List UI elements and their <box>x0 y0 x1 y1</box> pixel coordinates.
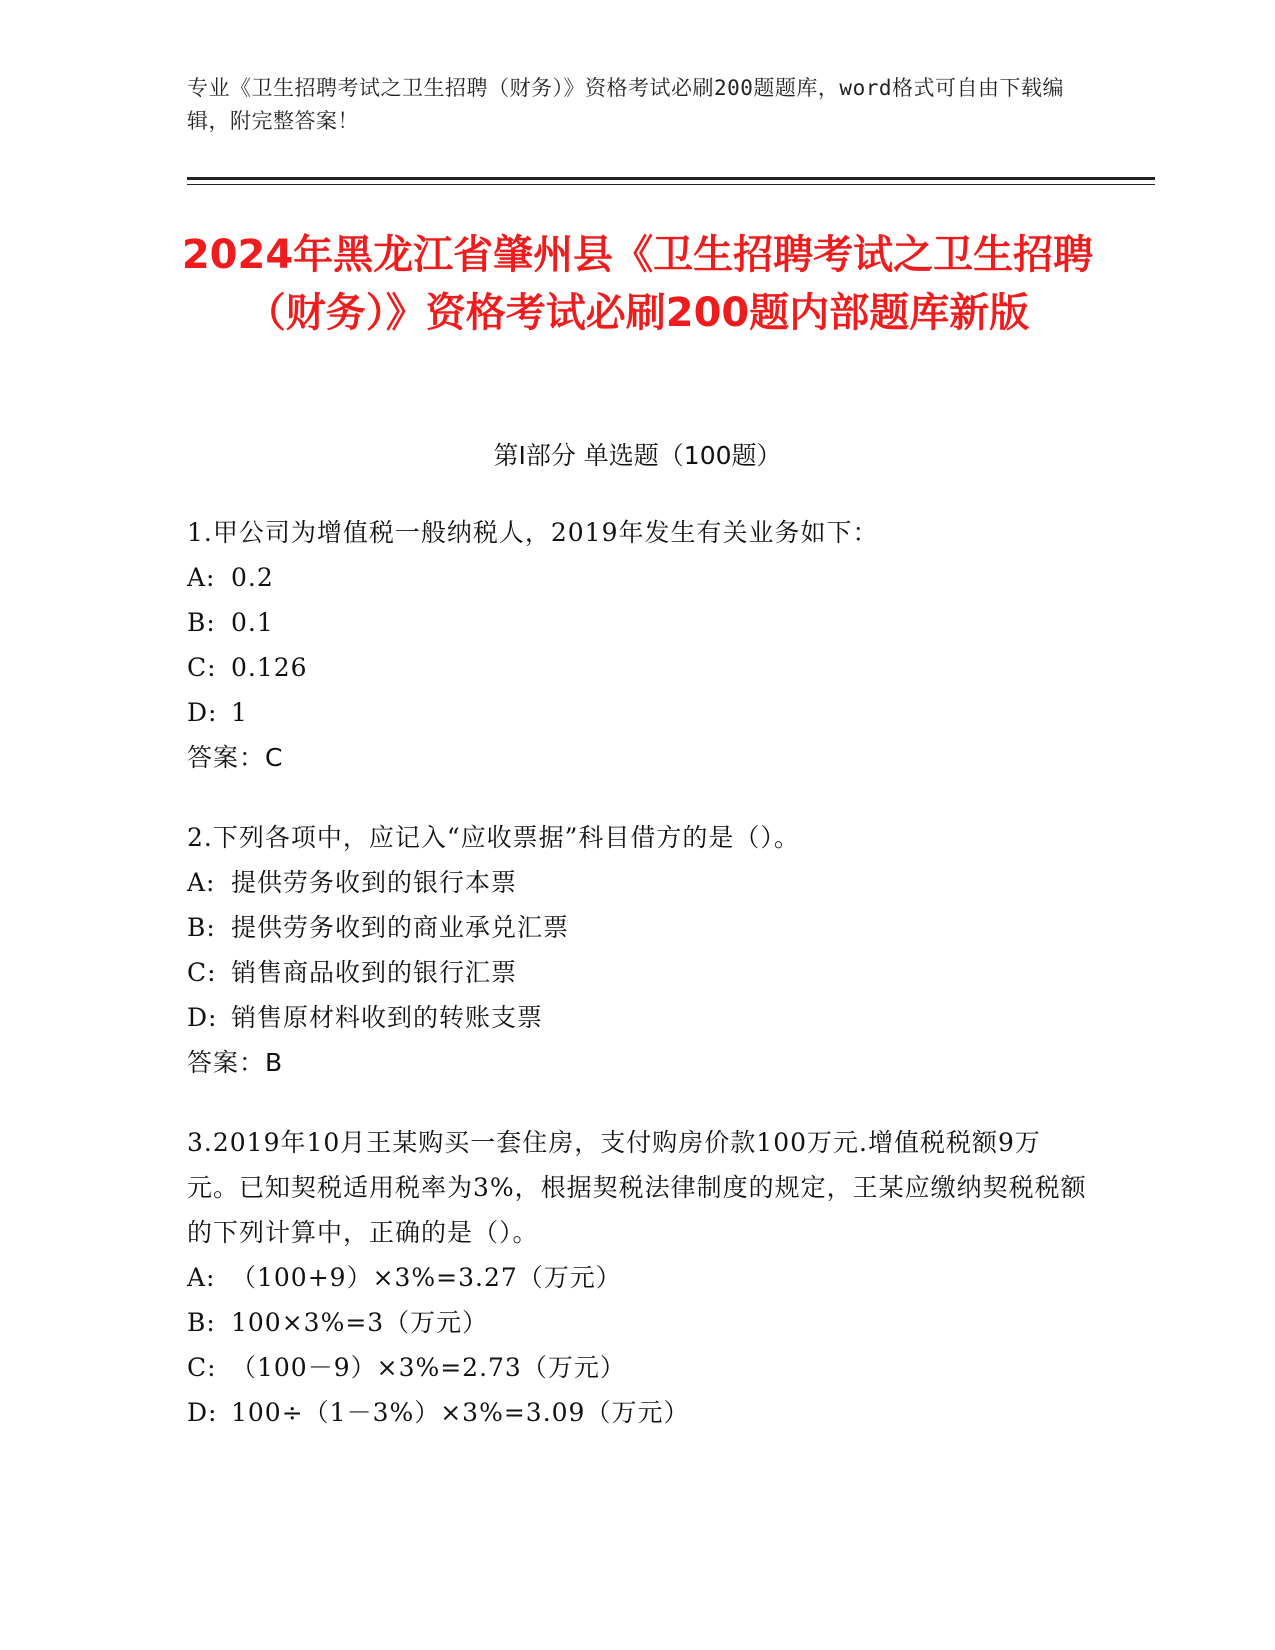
option-label: B: <box>187 1308 216 1337</box>
option-c <box>187 645 1087 690</box>
option-text: 提供劳务收到的商业承兑汇票 <box>231 913 570 942</box>
option-label: C: <box>187 1353 217 1382</box>
question-3 <box>187 1120 1087 1435</box>
header-divider-thin <box>187 184 1155 185</box>
option-a <box>187 860 1087 905</box>
question-stem: 2.下列各项中，应记入“应收票据”科目借方的是（）。 <box>187 823 800 852</box>
option-d <box>187 995 1087 1040</box>
question-stem: 1.甲公司为增值税一般纳税人，2019年发生有关业务如下： <box>187 518 879 547</box>
option-text: 销售商品收到的银行汇票 <box>231 958 518 987</box>
option-text: 1 <box>231 698 248 727</box>
option-label: A: <box>187 1263 216 1292</box>
option-a <box>187 1255 1087 1300</box>
section-title: 第I部分 单选题（100题） <box>493 441 782 470</box>
option-d <box>187 1390 1087 1435</box>
question-1 <box>187 510 1087 780</box>
option-label: C: <box>187 653 217 682</box>
option-label: A: <box>187 563 216 592</box>
answer: 答案：B <box>187 1048 284 1077</box>
option-label: C: <box>187 958 217 987</box>
option-c <box>187 950 1087 995</box>
option-text: 0.126 <box>231 653 308 682</box>
option-text: （100－9）×3%=2.73（万元） <box>231 1353 626 1382</box>
option-d <box>187 690 1087 735</box>
option-text: 0.1 <box>231 608 274 637</box>
option-a <box>187 555 1087 600</box>
option-label: B: <box>187 913 216 942</box>
question-2 <box>187 815 1087 1085</box>
option-c <box>187 1345 1087 1390</box>
option-b <box>187 600 1087 645</box>
option-label: B: <box>187 608 216 637</box>
option-label: D: <box>187 1003 218 1032</box>
option-text: 100÷（1－3%）×3%=3.09（万元） <box>231 1398 690 1427</box>
option-text: 提供劳务收到的银行本票 <box>231 868 518 897</box>
option-text: 100×3%=3（万元） <box>231 1308 489 1337</box>
option-text: 销售原材料收到的转账支票 <box>231 1003 544 1032</box>
document-title: 2024年黑龙江省肇州县《卫生招聘考试之卫生招聘（财务）》资格考试必刷200题内部题库新版 <box>181 232 1094 336</box>
option-text: 0.2 <box>231 563 274 592</box>
header-divider-thick <box>187 177 1155 180</box>
header-note: 专业《卫生招聘考试之卫生招聘（财务）》资格考试必刷200题题库，word格式可自由下载编辑，附完整答案！ <box>187 76 1064 133</box>
option-label: A: <box>187 868 216 897</box>
option-label: D: <box>187 698 218 727</box>
question-stem: 3.2019年10月王某购买一套住房，支付购房价款100万元.增值税税额9万元。已知契税适用税率为3%，根据契税法律制度的规定，王某应缴纳契税税额的下列计算中，正确的是（）。 <box>187 1128 1087 1247</box>
option-label: D: <box>187 1398 218 1427</box>
option-text: （100+9）×3%=3.27（万元） <box>231 1263 622 1292</box>
option-b <box>187 905 1087 950</box>
answer: 答案：C <box>187 743 284 772</box>
option-b <box>187 1300 1087 1345</box>
